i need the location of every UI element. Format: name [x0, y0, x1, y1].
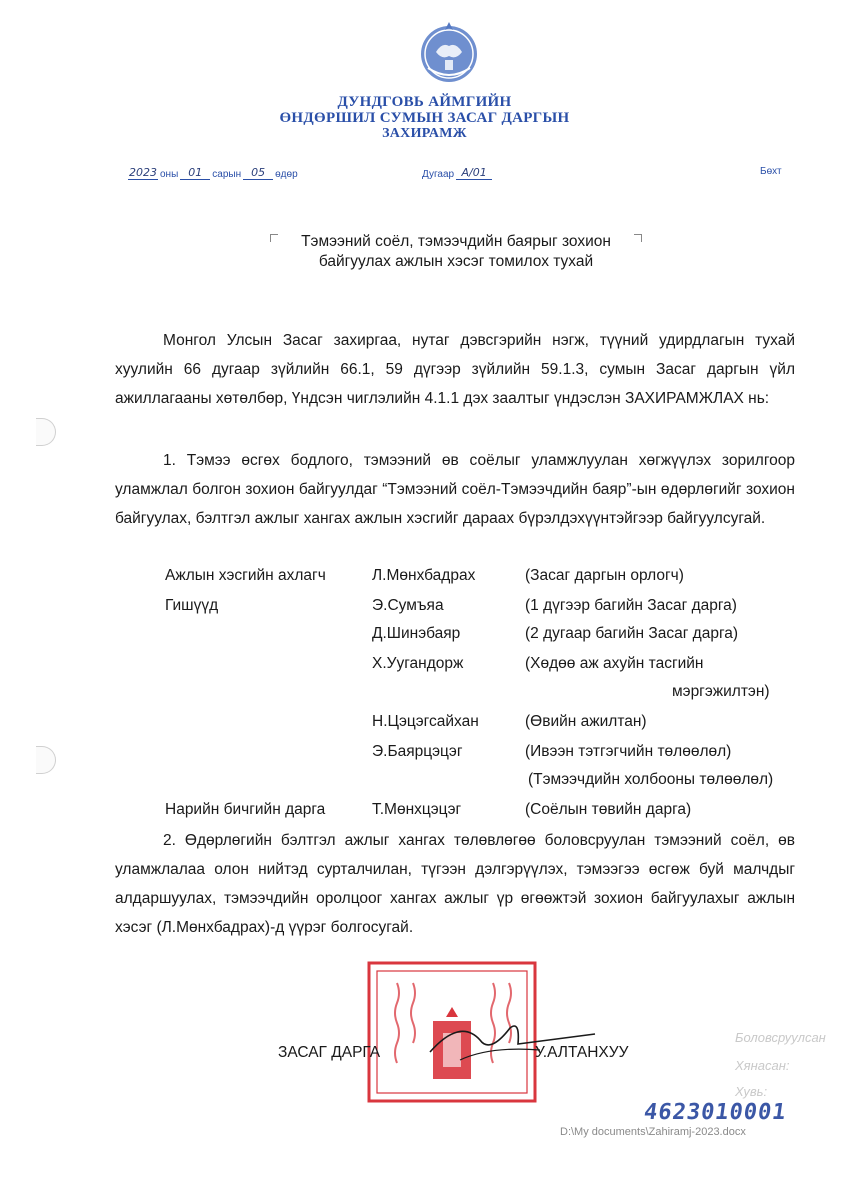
day-value: 05 — [243, 166, 273, 180]
preamble-paragraph: Монгол Улсын Засаг захиргаа, нутаг дэвсгэрийн нэгж, түүний удирдлагын тухай хуулийн 66 дугаар зүйлийн 66.1, 59 дүгээр зүйлийн 59.1.3, сумын Засаг даргын үйл ажиллагааны хөтөлбөр, Үндсэн чиглэлийн 4.1.1 дэх заалтыг үндэслэн ЗАХИРАМЖЛАХ нь: — [115, 332, 795, 407]
member-name: Х.Уугандорж — [372, 655, 464, 672]
item-1-paragraph: 1. Тэмээ өсгөх бодлого, тэмээний өв соёлыг уламжлуулан хөгжүүлэх зорилгоор уламжлал болгон зохион байгуулдаг “Тэмээний соёл-Тэмээчдийн баяр”-ын өдөрлөгийг зохион байгуулах, бэлтгэл ажлыг хангах ажлын хэсгийг дараах бүрэлдэхүүнтэйгээр байгуулсугай. — [115, 452, 795, 527]
faded-label-copies: Хувь: — [735, 1084, 768, 1099]
year-value: 2023 — [129, 166, 157, 179]
member-position: (Соёлын төвийн дарга) — [525, 801, 692, 818]
number-value: А/01 — [456, 166, 492, 180]
number-label: Дугаар — [422, 169, 455, 180]
day-label: өдөр — [275, 169, 298, 180]
signatory-title: ЗАСАГ ДАРГА — [278, 1044, 381, 1061]
member-name: Л.Мөнхбадрах — [372, 567, 476, 584]
title-line-2: байгуулах ажлын хэсэг томилох тухай — [318, 253, 594, 270]
member-position: (Засаг даргын орлогч) — [525, 567, 684, 584]
title-line-1: Тэмээний соёл, тэмээчдийн баярыг зохион — [301, 233, 611, 250]
member-position: (Ивээн тэтгэгчийн төлөөлөл) — [525, 743, 732, 760]
header-line-2: ӨНДӨРШИЛ СУМЫН ЗАСАГ ДАРГЫН — [279, 110, 570, 126]
member-name: Д.Шинэбаяр — [372, 625, 461, 642]
member-position-cont: мэргэжилтэн) — [672, 683, 770, 700]
punch-hole — [36, 418, 56, 446]
month-label: сарын — [212, 169, 242, 180]
year-label: оны — [160, 169, 179, 180]
state-emblem-icon — [418, 16, 480, 86]
file-path: D:\My documents\Zahiramj-2023.docx — [560, 1126, 746, 1138]
faded-label-prepared: Боловсруулсан — [735, 1030, 826, 1045]
document-title — [270, 232, 642, 272]
item-2-paragraph: 2. Өдөрлөгийн бэлтгэл ажлыг хангах төлөвлөгөө боловсруулан тэмээний соёл, өв уламжлалаа олон нийтэд сурталчилан, түгээн дэлгэрүүлэх, тэмээгээ өсгөж буй малчдыг алдаршуулах, тэмээчдийн оролцоог хангах ажлыг үр өгөөжтэй зохион байгуулахыг ажлын хэсэг (Л.Мөнхбадрах)-д үүрэг болгосугай. — [115, 832, 795, 936]
member-name: Э.Баярцэцэг — [372, 743, 463, 760]
header-line-3: ЗАХИРАМЖ — [382, 126, 467, 141]
member-role: Гишүүд — [165, 597, 219, 614]
faded-label-checked: Хянасан: — [735, 1058, 790, 1073]
signatory-name: У.АЛТАНХУУ — [535, 1044, 629, 1061]
place-label: Бөхт — [760, 166, 782, 177]
member-position: (Хөдөө аж ахуйн тасгийн — [525, 655, 704, 672]
member-position: (2 дугаар багийн Засаг дарга) — [525, 625, 739, 642]
serial-number: 4623010001 — [642, 1100, 789, 1125]
header-line-1: ДУНДГОВЬ АЙМГИЙН — [337, 94, 512, 110]
member-position-cont: (Тэмээчдийн холбооны төлөөлөл) — [528, 771, 774, 788]
member-role: Нарийн бичгийн дарга — [165, 801, 326, 818]
member-position: (1 дүгээр багийн Засаг дарга) — [525, 597, 737, 614]
member-name: Т.Мөнхцэцэг — [372, 801, 462, 818]
member-position: (Өвийн ажилтан) — [525, 713, 647, 730]
member-role: Ажлын хэсгийн ахлагч — [165, 567, 326, 584]
member-name: Э.Сумъяа — [372, 597, 444, 614]
member-name: Н.Цэцэгсайхан — [372, 713, 479, 730]
punch-hole — [36, 746, 56, 774]
month-value: 01 — [180, 166, 210, 180]
